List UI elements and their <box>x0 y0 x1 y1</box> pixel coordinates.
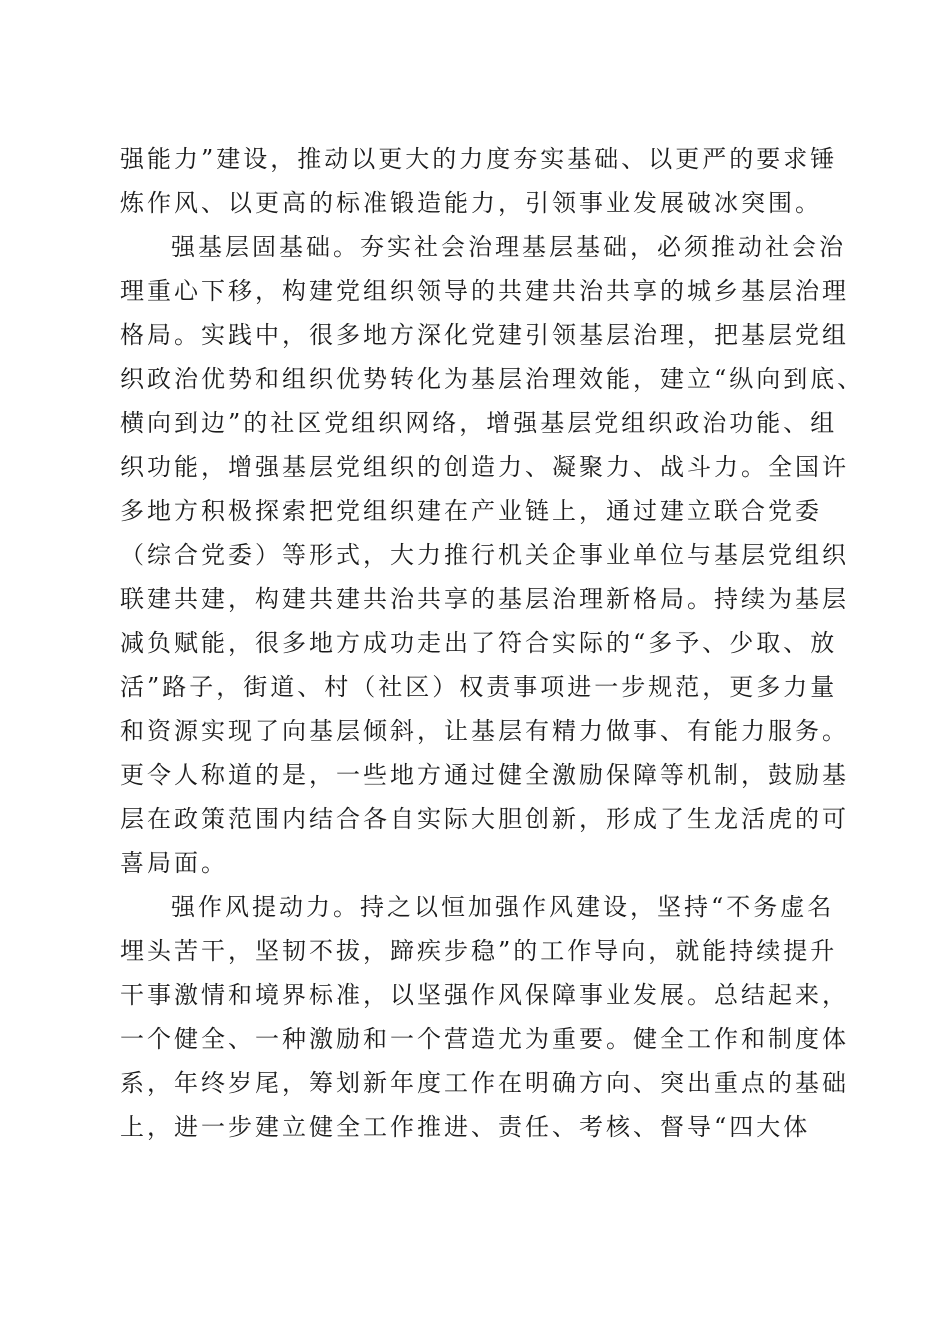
text-line: 织功能，增强基层党组织的创造力、凝聚力、战斗力。全国许 <box>120 453 849 481</box>
text-line: 理重心下移，构建党组织领导的共建共治共享的城乡基层治理 <box>120 277 849 305</box>
text-line: 炼作风、以更高的标准锻造能力，引领事业发展破冰突围。 <box>120 189 822 217</box>
paragraph-first-line: 强基层固基础。夯实社会治理基层基础，必须推动社会治 <box>171 233 846 261</box>
text-line: 格局。实践中，很多地方深化党建引领基层治理，把基层党组 <box>120 321 849 349</box>
text-line: 联建共建，构建共建共治共享的基层治理新格局。持续为基层 <box>120 585 849 613</box>
text-line: 多地方积极探索把党组织建在产业链上，通过建立联合党委 <box>120 497 822 525</box>
text-line: 更令人称道的是，一些地方通过健全激励保障等机制，鼓励基 <box>120 761 849 789</box>
text-line: 系，年终岁尾，筹划新年度工作在明确方向、突出重点的基础 <box>120 1069 849 1097</box>
text-line: 喜局面。 <box>120 849 228 877</box>
text-line: （综合党委）等形式，大力推行机关企事业单位与基层党组织 <box>120 541 849 569</box>
text-line: 和资源实现了向基层倾斜，让基层有精力做事、有能力服务。 <box>120 717 849 745</box>
text-line: 干事激情和境界标准，以坚强作风保障事业发展。总结起来， <box>120 981 849 1009</box>
body-text <box>120 137 865 1149</box>
text-line: 层在政策范围内结合各自实际大胆创新，形成了生龙活虎的可 <box>120 805 849 833</box>
text-line: 织政治优势和组织优势转化为基层治理效能，建立“纵向到底、 <box>120 365 865 393</box>
paragraph-first-line: 强作风提动力。持之以恒加强作风建设，坚持“不务虚名 <box>171 893 835 921</box>
text-line: 埋头苦干，坚韧不拔，蹄疾步稳”的工作导向，就能持续提升 <box>120 937 838 965</box>
text-line: 活”路子，街道、村（社区）权责事项进一步规范，更多力量 <box>120 673 838 701</box>
text-line: 强能力”建设，推动以更大的力度夯实基础、以更严的要求锤 <box>120 145 838 173</box>
text-line: 减负赋能，很多地方成功走出了符合实际的“多予、少取、放 <box>120 629 838 657</box>
text-line: 上，进一步建立健全工作推进、责任、考核、督导“四大体 <box>120 1113 811 1141</box>
text-line: 一个健全、一种激励和一个营造尤为重要。健全工作和制度体 <box>120 1025 849 1053</box>
text-line: 横向到边”的社区党组织网络，增强基层党组织政治功能、组 <box>120 409 838 437</box>
